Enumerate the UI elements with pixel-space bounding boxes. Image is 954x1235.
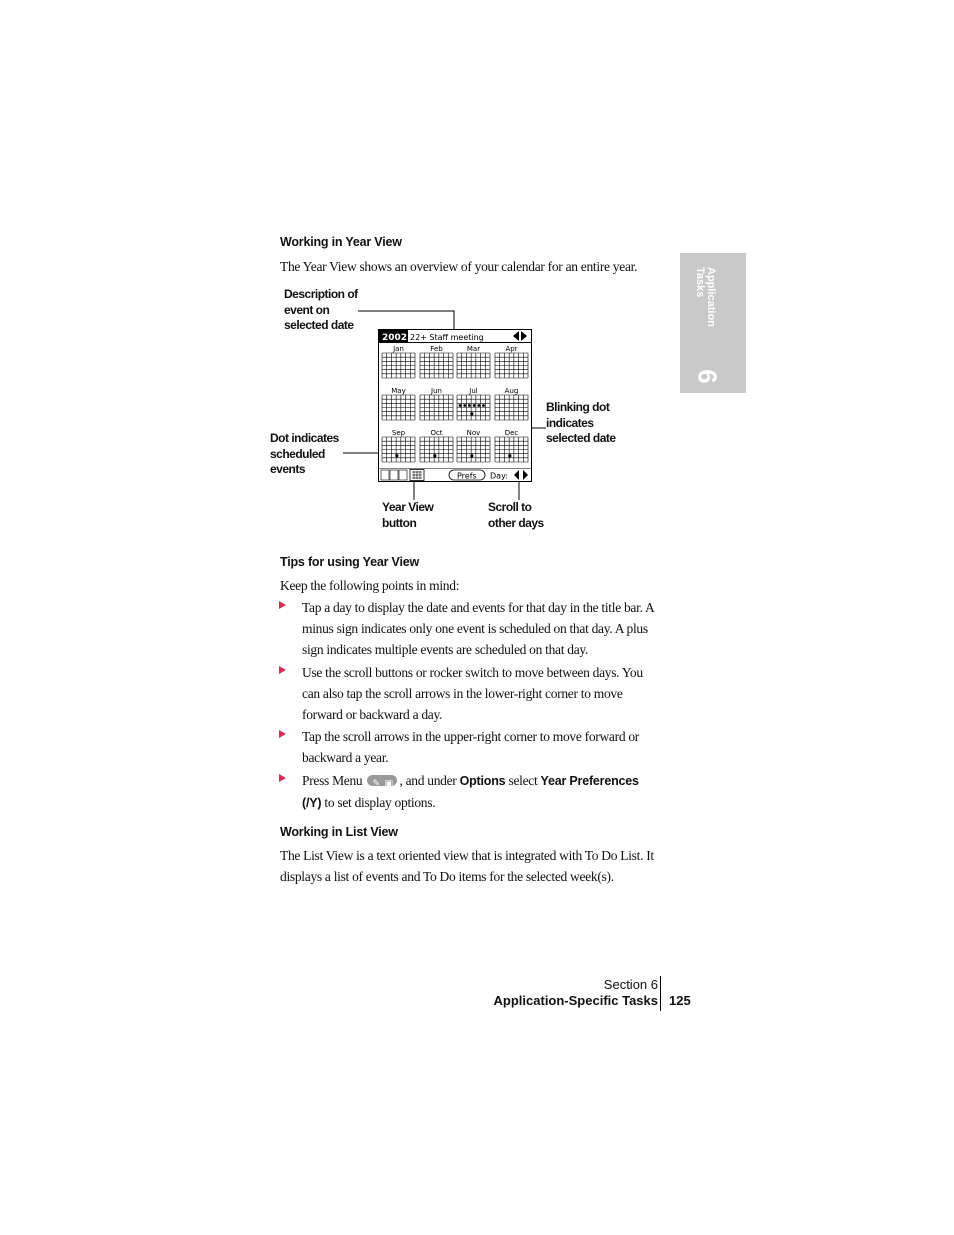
day-view-button[interactable]	[381, 470, 389, 480]
event-dot	[477, 404, 480, 407]
month-label: Nov	[466, 429, 481, 437]
month-label: Aug	[504, 387, 519, 395]
chapter-tab-label-line2: Tasks	[694, 267, 706, 298]
heading-tips-year-view: Tips for using Year View	[280, 555, 420, 569]
heading-working-year-view: Working in Year View	[280, 235, 402, 249]
footer-section: Section 6	[603, 977, 658, 992]
year-view-intro: The Year View shows an overview of your calendar for an entire year.	[280, 259, 638, 274]
bullet-arrow-icon	[279, 666, 286, 674]
title-bar-year: 2002	[382, 333, 408, 343]
day-label: Day:	[490, 471, 508, 481]
chapter-tab	[680, 253, 746, 393]
event-dot	[470, 412, 473, 415]
list-view-body: The List View is a text oriented view that is integrated with To Do List. It displays a list of events and To Do items for the selected week(s).	[280, 848, 654, 884]
view-buttons	[381, 470, 424, 481]
menu-button-icon: ✎ ▣	[367, 775, 397, 786]
event-dot	[395, 454, 398, 457]
tips-intro: Keep the following points in mind:	[280, 578, 460, 593]
bullet-arrow-icon	[279, 774, 286, 782]
event-dot	[508, 454, 511, 457]
bullet-arrow-icon	[279, 730, 286, 738]
event-dot	[433, 454, 436, 457]
event-dot	[459, 404, 462, 407]
month-label: Dec	[504, 429, 519, 437]
month-label: Jul	[469, 387, 478, 395]
year-view-screenshot	[330, 300, 580, 500]
callout-dot-events: Dot indicates scheduled events	[270, 431, 339, 476]
event-dot	[482, 404, 485, 407]
callout-year-view-button: Year View button	[382, 500, 434, 530]
callout-scroll: Scroll to other days	[488, 500, 544, 530]
event-dot	[463, 404, 466, 407]
event-dot	[468, 404, 471, 407]
prefs-button-label: Prefs	[457, 471, 477, 481]
month-label: Apr	[505, 345, 518, 353]
tip-item: Use the scroll buttons or rocker switch to move between days. You can also tap the scroll arrows in the lower-right corner to move forward or backward a day.	[302, 662, 662, 725]
week-view-button[interactable]	[390, 470, 398, 480]
footer-divider	[660, 976, 661, 1011]
chapter-number: 6	[692, 369, 723, 384]
chapter-tab-label	[694, 267, 716, 327]
month-view-button[interactable]	[399, 470, 407, 480]
chapter-tab-label-line1: Application	[705, 267, 717, 327]
month-label: Oct	[430, 429, 443, 437]
month-label: Jun	[431, 387, 442, 395]
title-bar-event: 22+ Staff meeting	[410, 333, 484, 342]
callout-blinking-dot: Blinking dot indicates selected date	[546, 400, 616, 445]
event-dot	[470, 454, 473, 457]
bullet-arrow-icon	[279, 601, 286, 609]
tip-item-menu: Press Menu ✎ ▣ , and under Options select Year Preferences (/Y) to set display options.	[302, 770, 662, 814]
tip-item: Tap a day to display the date and events for that day in the title bar. A minus sign indicates only one event is scheduled on that day. A plus sign indicates multiple events are scheduled on that day.	[302, 597, 662, 660]
tip-item: Tap the scroll arrows in the upper-right corner to move forward or backward a year.	[302, 726, 662, 768]
callout-description: Description of event on selected date	[284, 287, 358, 332]
event-dot	[473, 404, 476, 407]
month-label: May	[391, 387, 406, 395]
month-label: Sep	[391, 429, 406, 437]
page-number: 125	[669, 993, 691, 1008]
heading-working-list-view: Working in List View	[280, 825, 398, 839]
month-label: Jan	[393, 345, 404, 353]
month-label: Feb	[430, 345, 443, 353]
footer-title: Application-Specific Tasks	[493, 993, 658, 1008]
month-label: Mar	[466, 345, 481, 353]
